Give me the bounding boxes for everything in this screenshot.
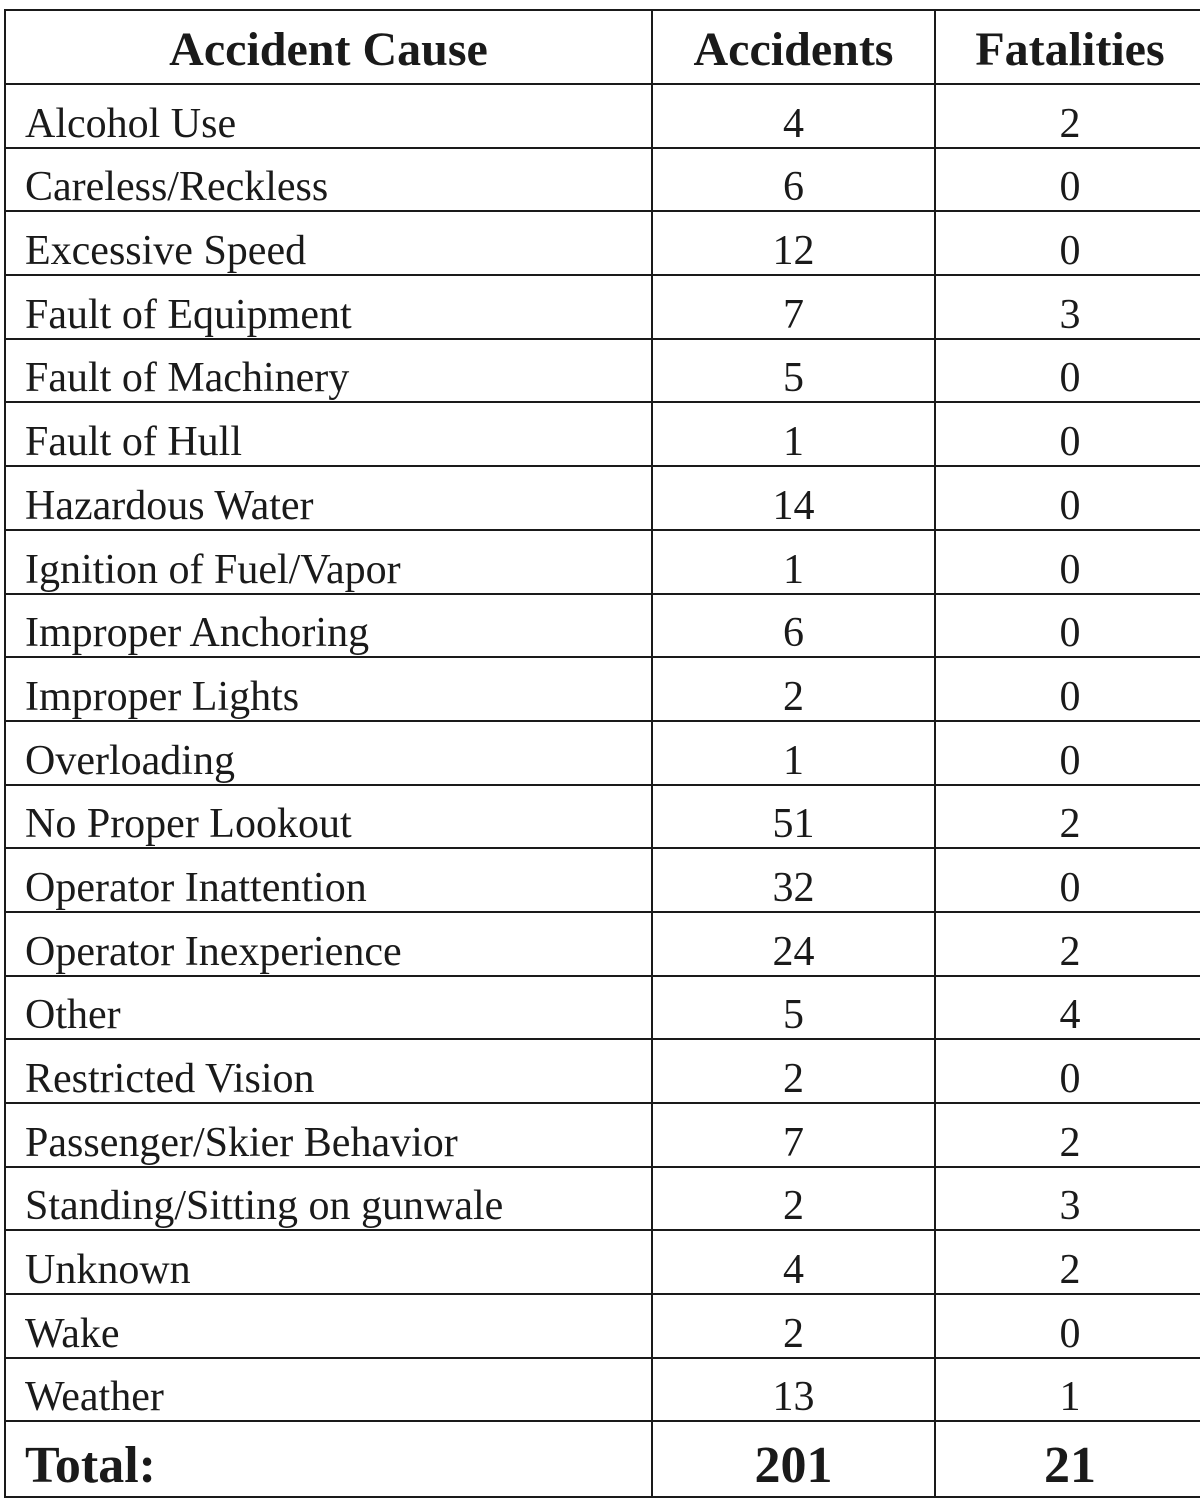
- total-fatalities: 21: [935, 1421, 1200, 1497]
- table-row: [5, 1358, 1200, 1422]
- fatalities-cell: 3: [935, 1167, 1200, 1231]
- cause-cell: Passenger/Skier Behavior: [5, 1103, 652, 1167]
- table-row: [5, 530, 1200, 594]
- table-row: [5, 339, 1200, 403]
- table-row: [5, 657, 1200, 721]
- accidents-cell: 2: [652, 657, 935, 721]
- fatalities-cell: 2: [935, 912, 1200, 976]
- cause-cell: Careless/Reckless: [5, 148, 652, 212]
- table-footer: [5, 1421, 1200, 1497]
- cause-cell: Alcohol Use: [5, 84, 652, 148]
- accidents-cell: 7: [652, 275, 935, 339]
- cause-cell: Standing/Sitting on gunwale: [5, 1167, 652, 1231]
- accidents-cell: 5: [652, 339, 935, 403]
- table-row: [5, 848, 1200, 912]
- table-row: [5, 1294, 1200, 1358]
- accidents-cell: 4: [652, 1230, 935, 1294]
- table-row: [5, 275, 1200, 339]
- table-header: [5, 10, 1200, 84]
- accidents-cell: 13: [652, 1358, 935, 1422]
- fatalities-cell: 1: [935, 1358, 1200, 1422]
- table-row: [5, 84, 1200, 148]
- cause-cell: Other: [5, 976, 652, 1040]
- accidents-cell: 6: [652, 594, 935, 658]
- accidents-cell: 51: [652, 785, 935, 849]
- header-accident-cause: Accident Cause: [5, 10, 652, 84]
- fatalities-cell: 2: [935, 785, 1200, 849]
- accident-cause-table: [4, 9, 1200, 1498]
- cause-cell: Overloading: [5, 721, 652, 785]
- header-row: [5, 10, 1200, 84]
- total-accidents: 201: [652, 1421, 935, 1497]
- cause-cell: Restricted Vision: [5, 1039, 652, 1103]
- accidents-cell: 7: [652, 1103, 935, 1167]
- cause-cell: Operator Inattention: [5, 848, 652, 912]
- fatalities-cell: 0: [935, 402, 1200, 466]
- cause-cell: Wake: [5, 1294, 652, 1358]
- table-row: [5, 976, 1200, 1040]
- cause-cell: Improper Anchoring: [5, 594, 652, 658]
- cause-cell: Weather: [5, 1358, 652, 1422]
- cause-cell: Excessive Speed: [5, 211, 652, 275]
- table-row: [5, 148, 1200, 212]
- cause-cell: Operator Inexperience: [5, 912, 652, 976]
- cause-cell: Fault of Equipment: [5, 275, 652, 339]
- table-row: [5, 466, 1200, 530]
- total-row: [5, 1421, 1200, 1497]
- fatalities-cell: 2: [935, 1103, 1200, 1167]
- table-row: [5, 785, 1200, 849]
- table-row: [5, 1039, 1200, 1103]
- table-row: [5, 721, 1200, 785]
- table-row: [5, 1103, 1200, 1167]
- accidents-cell: 1: [652, 402, 935, 466]
- accidents-cell: 2: [652, 1167, 935, 1231]
- fatalities-cell: 0: [935, 339, 1200, 403]
- accidents-cell: 32: [652, 848, 935, 912]
- accidents-cell: 14: [652, 466, 935, 530]
- header-fatalities: Fatalities: [935, 10, 1200, 84]
- cause-cell: No Proper Lookout: [5, 785, 652, 849]
- fatalities-cell: 0: [935, 721, 1200, 785]
- accidents-cell: 4: [652, 84, 935, 148]
- table-row: [5, 211, 1200, 275]
- table-row: [5, 1167, 1200, 1231]
- table-body: [5, 84, 1200, 1421]
- fatalities-cell: 2: [935, 1230, 1200, 1294]
- accidents-cell: 5: [652, 976, 935, 1040]
- fatalities-cell: 0: [935, 1294, 1200, 1358]
- fatalities-cell: 0: [935, 657, 1200, 721]
- fatalities-cell: 0: [935, 530, 1200, 594]
- fatalities-cell: 0: [935, 1039, 1200, 1103]
- fatalities-cell: 2: [935, 84, 1200, 148]
- accidents-cell: 6: [652, 148, 935, 212]
- accidents-cell: 2: [652, 1294, 935, 1358]
- fatalities-cell: 0: [935, 466, 1200, 530]
- accidents-cell: 2: [652, 1039, 935, 1103]
- accidents-cell: 1: [652, 721, 935, 785]
- fatalities-cell: 0: [935, 148, 1200, 212]
- fatalities-cell: 4: [935, 976, 1200, 1040]
- cause-cell: Hazardous Water: [5, 466, 652, 530]
- fatalities-cell: 3: [935, 275, 1200, 339]
- accidents-cell: 12: [652, 211, 935, 275]
- cause-cell: Improper Lights: [5, 657, 652, 721]
- fatalities-cell: 0: [935, 848, 1200, 912]
- total-label: Total:: [5, 1421, 652, 1497]
- header-accidents: Accidents: [652, 10, 935, 84]
- accidents-cell: 24: [652, 912, 935, 976]
- fatalities-cell: 0: [935, 211, 1200, 275]
- cause-cell: Fault of Machinery: [5, 339, 652, 403]
- cause-cell: Ignition of Fuel/Vapor: [5, 530, 652, 594]
- table-row: [5, 912, 1200, 976]
- cause-cell: Unknown: [5, 1230, 652, 1294]
- table-row: [5, 402, 1200, 466]
- table-row: [5, 1230, 1200, 1294]
- fatalities-cell: 0: [935, 594, 1200, 658]
- table-row: [5, 594, 1200, 658]
- cause-cell: Fault of Hull: [5, 402, 652, 466]
- accidents-cell: 1: [652, 530, 935, 594]
